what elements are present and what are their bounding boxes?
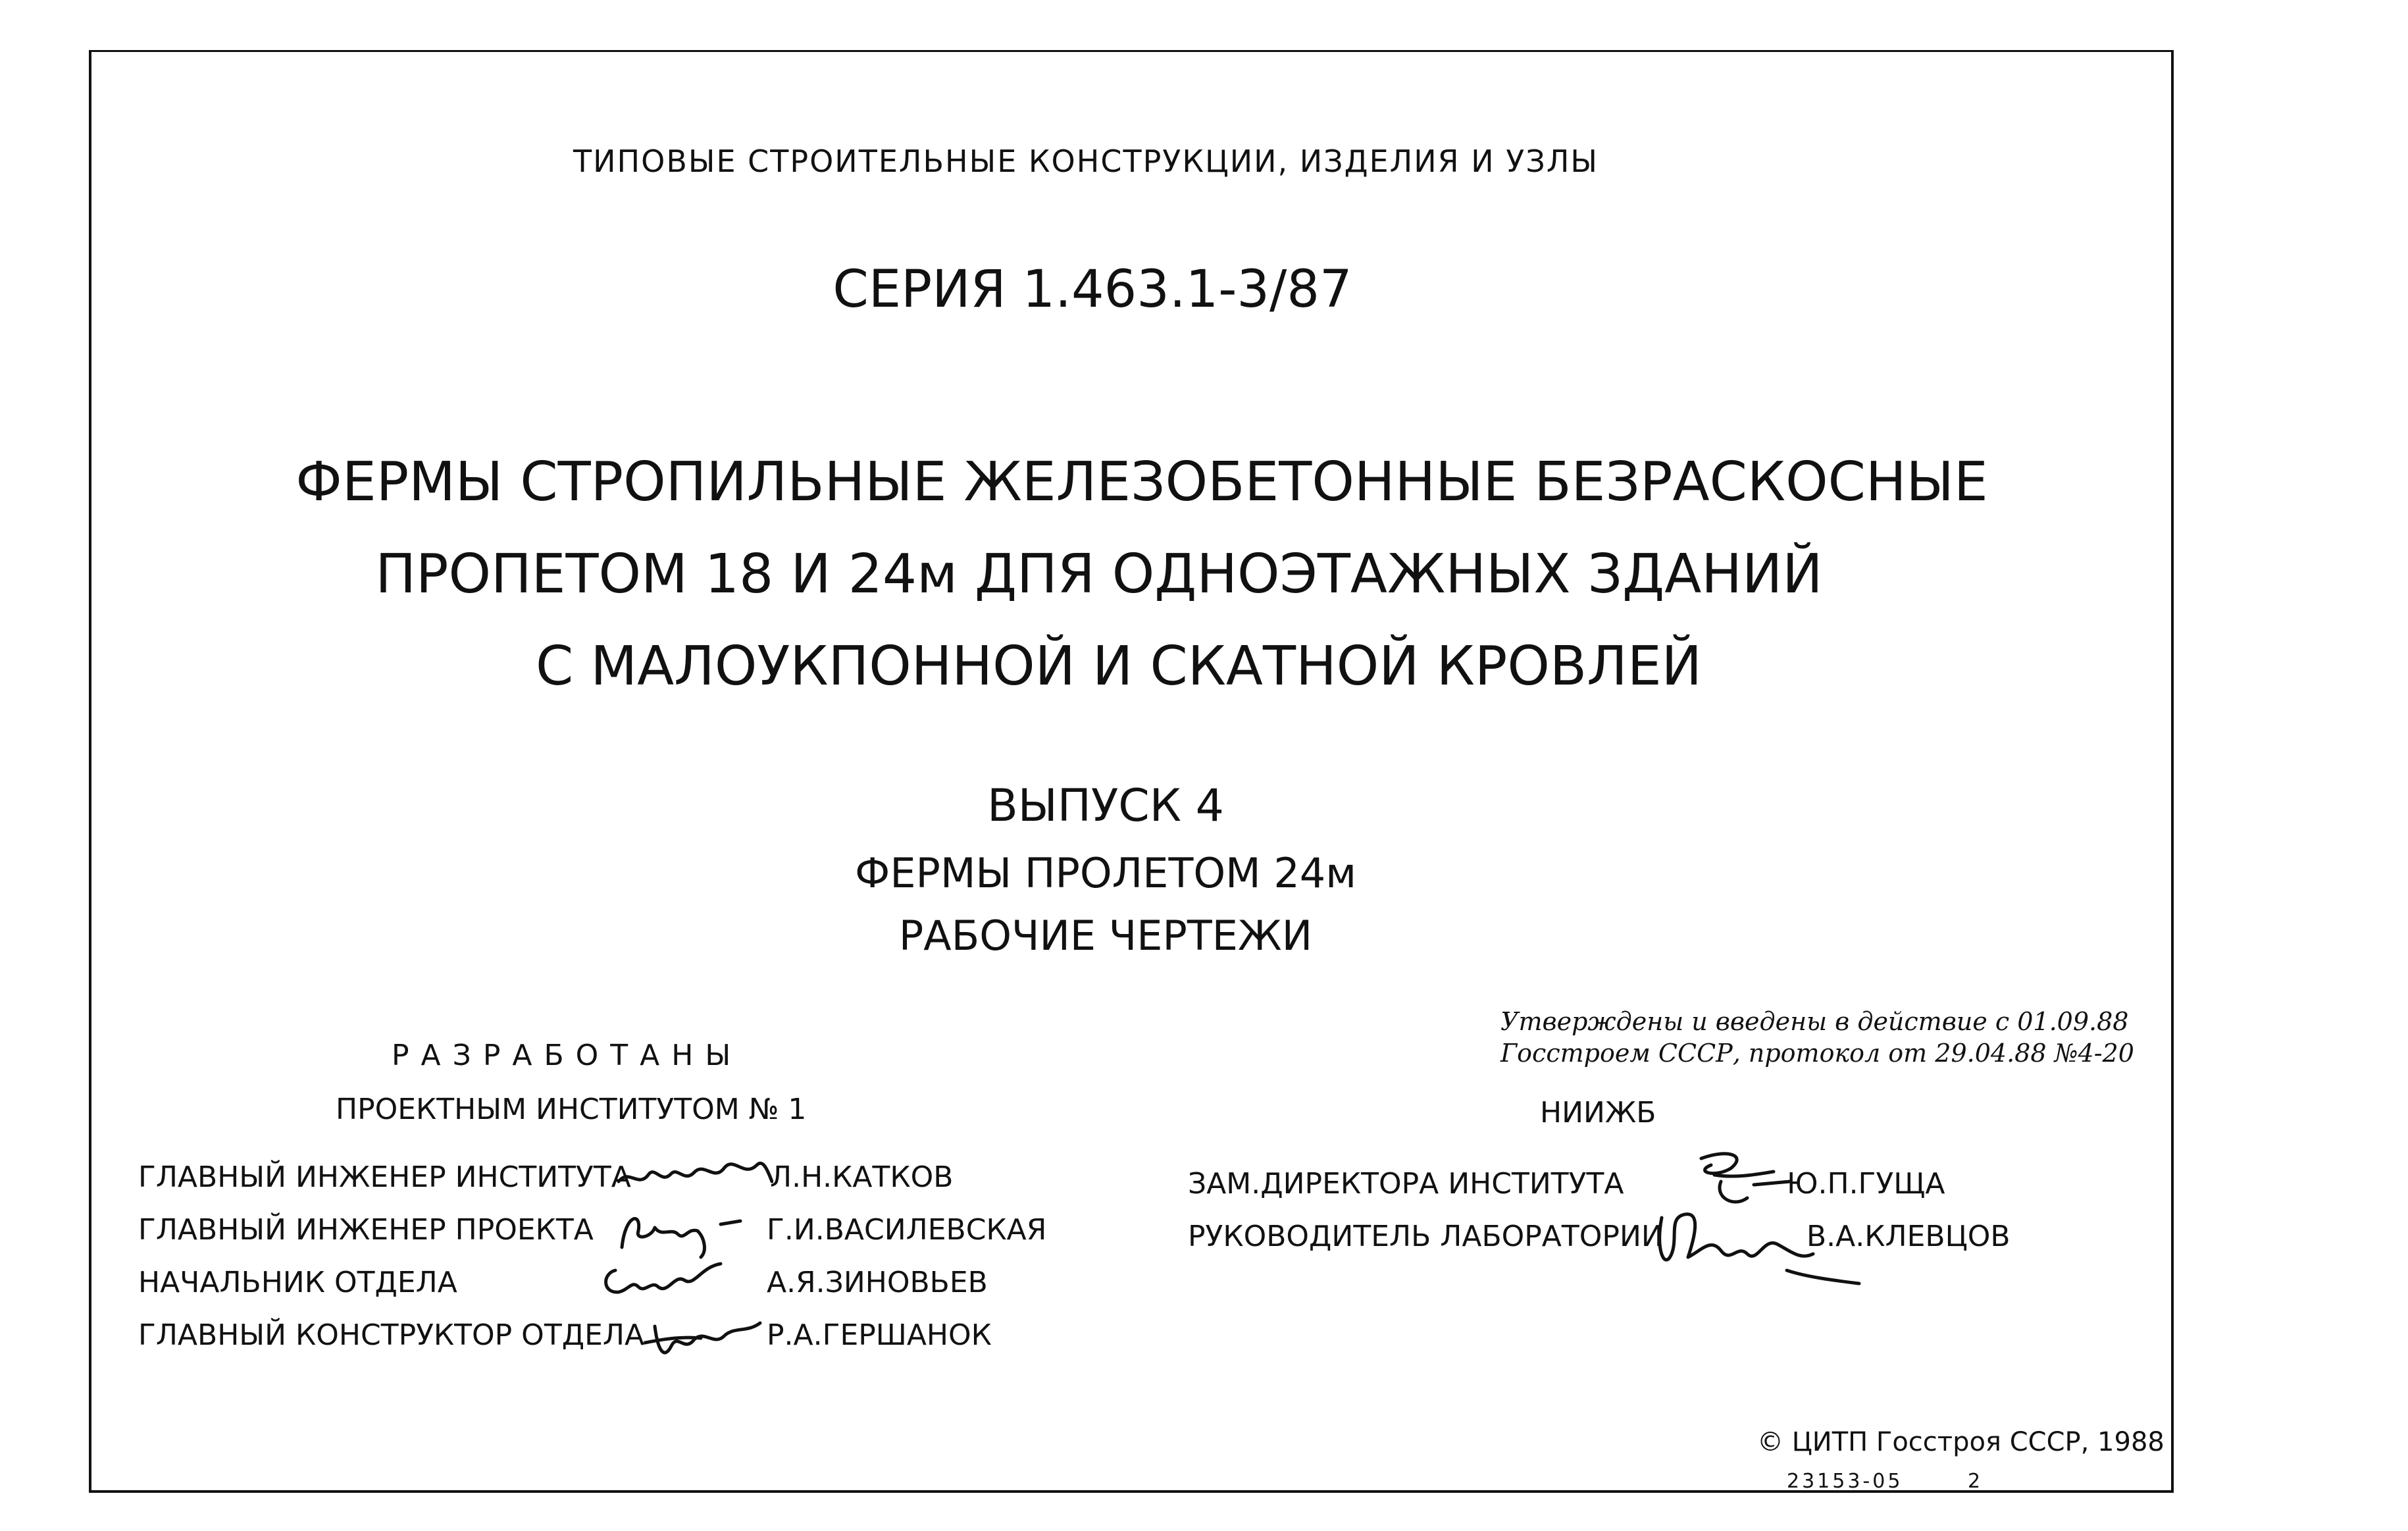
signature-vasilevskaya bbox=[615, 1201, 747, 1260]
research-institute: НИИЖБ bbox=[1540, 1096, 1656, 1129]
role-chief-engineer-institute: ГЛАВНЫЙ ИНЖЕНЕР ИНСТИТУТА bbox=[138, 1160, 631, 1194]
role-deputy-director: ЗАМ.ДИРЕКТОРА ИНСТИТУТА bbox=[1188, 1167, 1624, 1201]
series-number: СЕРИЯ 1.463.1-3/87 bbox=[833, 260, 1352, 319]
issue-number: ВЫПУСК 4 bbox=[987, 780, 1224, 832]
developers-heading: РАЗРАБОТАНЫ bbox=[392, 1039, 743, 1072]
copyright: © ЦИТП Госстроя СССР, 1988 bbox=[1757, 1427, 2165, 1457]
category-line: ТИПОВЫЕ СТРОИТЕЛЬНЫЕ КОНСТРУКЦИИ, ИЗДЕЛИЯ И УЗЛЫ bbox=[573, 143, 1599, 179]
page-number: 2 bbox=[1968, 1470, 1981, 1493]
approval-line-2: Госстроем СССР, протокол от 29.04.88 №4-20 bbox=[1500, 1039, 2134, 1068]
name-gushcha: Ю.П.ГУЩА bbox=[1787, 1167, 1945, 1201]
name-katkov: Л.Н.КАТКОВ bbox=[770, 1160, 954, 1194]
role-chief-engineer-project: ГЛАВНЫЙ ИНЖЕНЕР ПРОЕКТА bbox=[138, 1213, 594, 1247]
issue-subject: ФЕРМЫ ПРОЛЕТОМ 24м bbox=[855, 849, 1356, 897]
issue-type: РАБОЧИЕ ЧЕРТЕЖИ bbox=[898, 912, 1313, 960]
developers-institute: ПРОЕКТНЫМ ИНСТИТУТОМ № 1 bbox=[336, 1093, 807, 1126]
title-line-3: С МАЛОУКПОННОЙ И СКАТНОЙ КРОВЛЕЙ bbox=[536, 635, 1702, 698]
signature-zinoviev bbox=[596, 1254, 727, 1307]
name-vasilevskaya: Г.И.ВАСИЛЕВСКАЯ bbox=[767, 1213, 1047, 1247]
signature-klevtsov bbox=[1649, 1198, 1866, 1297]
title-line-1: ФЕРМЫ СТРОПИЛЬНЫЕ ЖЕЛЕЗОБЕТОННЫЕ БЕЗРАСКОСНЫЕ bbox=[295, 451, 1988, 513]
role-lab-head: РУКОВОДИТЕЛЬ ЛАБОРАТОРИИ bbox=[1188, 1220, 1663, 1253]
approval-line-1: Утверждены и введены в действие с 01.09.88 bbox=[1500, 1007, 2129, 1036]
signature-katkov bbox=[615, 1149, 773, 1201]
name-gershanok: Р.А.ГЕРШАНОК bbox=[767, 1318, 992, 1352]
role-chief-designer: ГЛАВНЫЙ КОНСТРУКТОР ОТДЕЛА bbox=[138, 1318, 645, 1352]
title-line-2: ПРОПЕТОМ 18 И 24м ДПЯ ОДНОЭТАЖНЫХ ЗДАНИЙ bbox=[375, 543, 1823, 606]
document-number: 23153-05 bbox=[1787, 1470, 1903, 1493]
signature-gershanok bbox=[642, 1307, 773, 1366]
role-department-head: НАЧАЛЬНИК ОТДЕЛА bbox=[138, 1266, 457, 1299]
name-zinoviev: А.Я.ЗИНОВЬЕВ bbox=[767, 1266, 988, 1299]
name-klevtsov: В.А.КЛЕВЦОВ bbox=[1806, 1220, 2011, 1253]
